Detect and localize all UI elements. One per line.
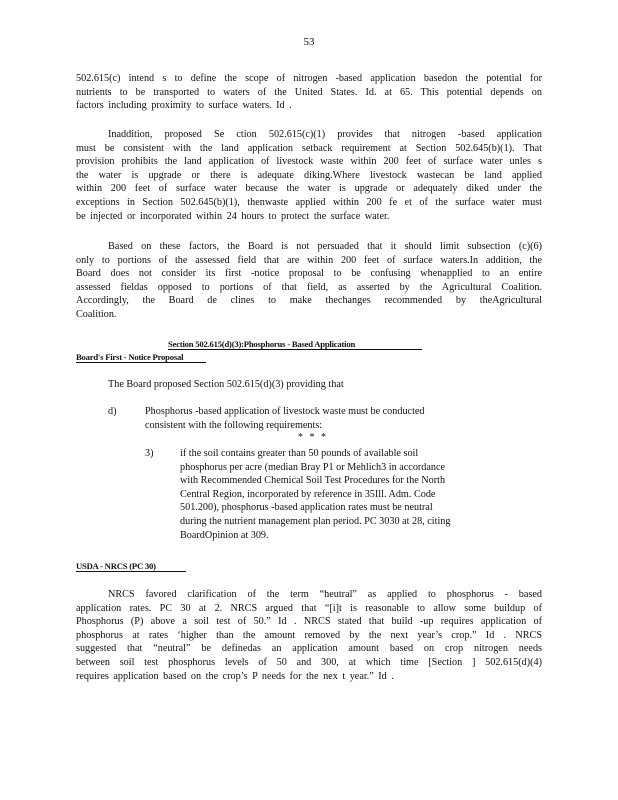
item-d-text — [145, 405, 425, 432]
section-heading-line2: Board's First - Notice Proposal — [76, 352, 184, 362]
page-number: 53 — [303, 36, 315, 48]
text-line: Central Region, incorporated by reference in 35Ill. Adm. Code — [180, 488, 436, 500]
text-line: 501.200), phosphorus -based application rates must be neutral — [180, 502, 433, 514]
section-heading-rule1 — [168, 349, 422, 350]
text-line: must be consistent with the land application setback requirement at Section 502.645(b)(1). That — [76, 142, 542, 154]
text-line: Phosphorus -based application of livestock waste must be conducted — [145, 406, 425, 417]
text-line: factors including proximity to surface waters. Id . — [76, 100, 292, 112]
text-line: Phosphorus (P) above a soil test of 50.” Id . NRCS stated that build -up requires application of — [76, 616, 542, 628]
usda-heading-rule — [76, 571, 186, 572]
text-line: application rates. PC 30 at 2. NRCS argued that “[i]t is reasonable to allow some buildup of — [76, 602, 542, 614]
text-line: only to portions of the assessed field that are within 200 feet of surface waters.In addition, the — [76, 254, 542, 266]
text-line: nutrients to be transported to waters of the United States. Id. at 65. This potential depends on — [76, 86, 542, 98]
text-line: phosphorus at rates ‘higher than the amount removed by the next year’s crop.” Id . NRCS — [76, 629, 542, 641]
ellipsis-stars: * * * — [298, 432, 328, 443]
paragraph-board-factors — [76, 240, 542, 322]
text-line: between soil test phosphorus levels of 50 and 300, at which time [Section ] 502.615(d)(4) — [76, 656, 542, 668]
usda-heading: USDA - NRCS (PC 30) — [76, 561, 156, 571]
section-heading-line1: Section 502.615(d)(3):Phosphorus - Based Application — [168, 339, 356, 349]
text-line: BoardOpinion at 309. — [180, 529, 269, 541]
text-line: assessed fieldas opposed to portions of that field, as asserted by the Agricultural Coalition. — [76, 281, 542, 293]
paragraph-in-addition — [76, 128, 542, 223]
text-line: be injected or incorporated within 24 hours to protect the surface water. — [76, 210, 390, 222]
text-line: Board does not consider its first -notice proposal to be confusing whenapplied to an entire — [76, 268, 542, 280]
paragraph-nitrogen-scope — [76, 72, 542, 113]
text-line: within 200 feet of surface water because the water is upgrade or adequately diked under the — [76, 183, 542, 195]
paragraph-nrcs — [76, 588, 542, 683]
text-line: Coalition. — [76, 308, 117, 320]
text-line: with Recommended Chemical Soil Test Procedures for the North — [180, 475, 446, 487]
text-line: Accordingly, the Board de clines to make thechanges recommended by theAgricultural — [76, 295, 542, 307]
item-3-label: 3) — [145, 448, 154, 459]
paragraph-board-proposed: The Board proposed Section 502.615(d)(3) providing that — [108, 379, 344, 390]
item-3-text — [180, 447, 450, 542]
text-line: Inaddition, proposed Se ction 502.615(c)(1) provides that nitrogen -based application — [108, 129, 542, 140]
text-line: Based on these factors, the Board is not persuaded that it should limit subsection (c)(6) — [108, 241, 542, 252]
text-line: 502.615(c) intend s to define the scope of nitrogen -based application basedon the potential for — [76, 73, 542, 84]
text-line: if the soil contains greater than 50 pounds of available soil — [180, 448, 419, 459]
text-line: NRCS favored clarification of the term “heutral” as applied to phosphorus - based — [108, 589, 542, 600]
section-heading-rule2 — [76, 362, 206, 363]
text-line: phosphorus per acre (median Bray P1 or Mehlich3 in accordance — [180, 461, 446, 473]
text-line: provision prohibits the land application of livestock waste within 200 feet of surface water unles s — [76, 156, 542, 168]
item-d-label: d) — [108, 406, 117, 417]
text-line: requires application based on the crop’s P needs for the nex t year.” Id . — [76, 670, 394, 682]
text-line: suggested that “neutral” be definedas an application amount based on crop nitrogen needs — [76, 643, 542, 655]
text-line: during the nutrient management plan period. PC 3030 at 28, citing — [180, 515, 451, 527]
text-line: the water is upgrade or there is adequate diking.Where livestock wastecan be land applied — [76, 169, 542, 181]
text-line: exceptions in Section 502.645(b)(1), thenwaste applied within 200 fe et of the surface water must — [76, 196, 542, 208]
text-line: consistent with the following requirements: — [145, 419, 323, 431]
